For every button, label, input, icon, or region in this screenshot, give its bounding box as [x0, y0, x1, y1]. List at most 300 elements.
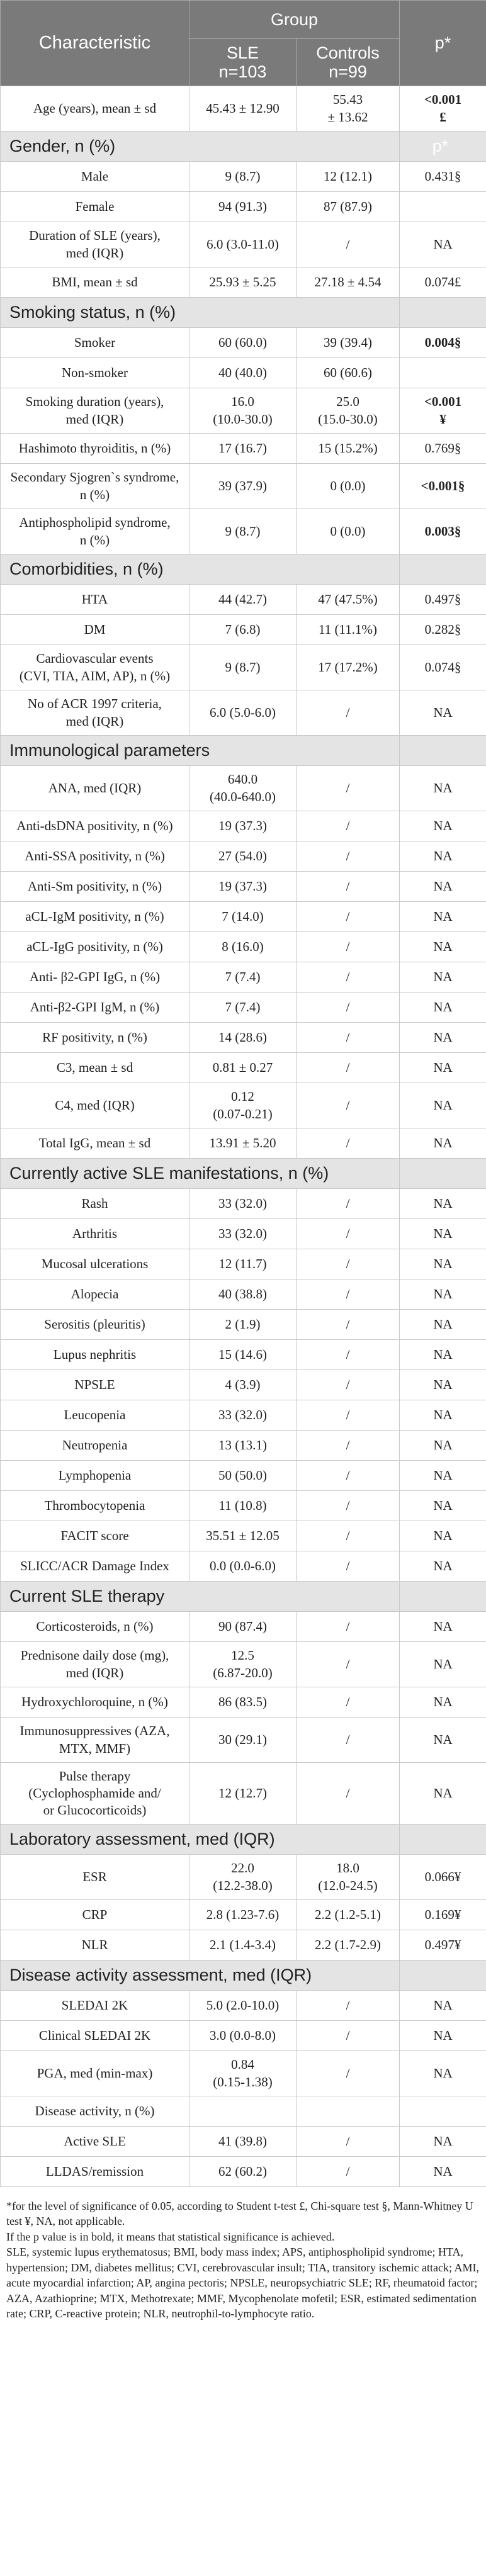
- row-label-cell: Anti- β2-GPI IgG, n (%): [1, 962, 189, 993]
- controls-value-cell: /: [297, 1083, 400, 1128]
- table-row: [1, 86, 486, 132]
- row-label-cell: Mucosal ulcerations: [1, 1249, 189, 1280]
- sle-value-cell: 11 (10.8): [189, 1491, 297, 1521]
- row-label-cell: NPSLE: [1, 1370, 189, 1400]
- row-label-cell: SLEDAI 2K: [1, 1991, 189, 2021]
- p-value-cell: NA: [400, 1023, 486, 1053]
- row-label-cell: Duration of SLE (years), med (IQR): [1, 222, 189, 267]
- p-value-cell: NA: [400, 1612, 486, 1642]
- sle-value-cell: 6.0 (3.0-11.0): [189, 222, 297, 267]
- sle-value-cell: 15 (14.6): [189, 1340, 297, 1370]
- p-value-cell: <0.001 ¥: [400, 388, 486, 434]
- table-row: [1, 434, 486, 464]
- row-label-cell: SLICC/ACR Damage Index: [1, 1551, 189, 1582]
- table-row: [1, 1219, 486, 1249]
- row-label-cell: Hydroxychloroquine, n (%): [1, 1687, 189, 1718]
- header-p-value: p*: [400, 1, 486, 86]
- row-label-cell: No of ACR 1997 criteria, med (IQR): [1, 690, 189, 736]
- table-row: [1, 388, 486, 434]
- p-value-cell: 0.431§: [400, 162, 486, 192]
- sle-value-cell: 39 (37.9): [189, 464, 297, 509]
- table-row: [1, 811, 486, 841]
- table-row: [1, 192, 486, 222]
- sle-value-cell: 35.51 ± 12.05: [189, 1521, 297, 1551]
- sle-value-cell: 4 (3.9): [189, 1370, 297, 1400]
- table-row: [1, 1687, 486, 1718]
- section-title: Gender, n (%): [1, 132, 400, 162]
- sle-value-cell: 0.84 (0.15-1.38): [189, 2051, 297, 2096]
- controls-value-cell: /: [297, 902, 400, 932]
- row-label-cell: HTA: [1, 585, 189, 615]
- table-row: [1, 962, 486, 993]
- controls-value-cell: /: [297, 690, 400, 736]
- sle-value-cell: 2 (1.9): [189, 1310, 297, 1340]
- controls-value-cell: 60 (60.6): [297, 358, 400, 388]
- p-value-cell: NA: [400, 1249, 486, 1280]
- row-label-cell: Age (years), mean ± sd: [1, 86, 189, 132]
- table-row: [1, 1521, 486, 1551]
- row-label-cell: FACIT score: [1, 1521, 189, 1551]
- header-controls: [297, 39, 400, 86]
- p-value-cell: NA: [400, 962, 486, 993]
- sle-value-cell: 16.0 (10.0-30.0): [189, 388, 297, 434]
- row-label-cell: ESR: [1, 1855, 189, 1900]
- row-label-cell: Anti-dsDNA positivity, n (%): [1, 811, 189, 841]
- row-label-cell: ANA, med (IQR): [1, 766, 189, 811]
- row-label-cell: Anti-SSA positivity, n (%): [1, 841, 189, 872]
- sle-value-cell: 19 (37.3): [189, 872, 297, 902]
- section-title: Laboratory assessment, med (IQR): [1, 1825, 400, 1855]
- p-value-cell: NA: [400, 1763, 486, 1825]
- table-row: [1, 1340, 486, 1370]
- sle-value-cell: 86 (83.5): [189, 1687, 297, 1718]
- controls-value-cell: /: [297, 2157, 400, 2187]
- table-footnotes: [0, 2187, 486, 2322]
- row-label-cell: Prednisone daily dose (mg), med (IQR): [1, 1642, 189, 1687]
- p-value-cell: NA: [400, 1053, 486, 1083]
- section-header-row: [1, 1825, 486, 1855]
- controls-value-cell: /: [297, 1551, 400, 1582]
- sle-value-cell: 12 (12.7): [189, 1763, 297, 1825]
- table-row: [1, 1718, 486, 1763]
- table-row: [1, 766, 486, 811]
- section-header-row: [1, 1960, 486, 1991]
- p-value-cell: [400, 192, 486, 222]
- section-header-row: [1, 736, 486, 766]
- section-header-row: [1, 554, 486, 585]
- row-label-cell: Secondary Sjogren`s syndrome, n (%): [1, 464, 189, 509]
- sle-value-cell: 13.91 ± 5.20: [189, 1128, 297, 1159]
- row-label-cell: Immunosuppressives (AZA, MTX, MMF): [1, 1718, 189, 1763]
- sle-value-cell: 41 (39.8): [189, 2127, 297, 2157]
- p-value-cell: NA: [400, 1370, 486, 1400]
- row-label-cell: Smoking duration (years), med (IQR): [1, 388, 189, 434]
- controls-value-cell: /: [297, 962, 400, 993]
- table-row: [1, 1400, 486, 1431]
- controls-value-cell: 15 (15.2%): [297, 434, 400, 464]
- row-label-cell: aCL-IgM positivity, n (%): [1, 902, 189, 932]
- sle-value-cell: 14 (28.6): [189, 1023, 297, 1053]
- table-row: [1, 993, 486, 1023]
- p-value-cell: 0.169¥: [400, 1900, 486, 1930]
- table-row: [1, 1083, 486, 1128]
- controls-value-cell: /: [297, 1340, 400, 1370]
- section-title: Current SLE therapy: [1, 1582, 400, 1612]
- sle-value-cell: 9 (8.7): [189, 509, 297, 554]
- section-title: Disease activity assessment, med (IQR): [1, 1960, 400, 1991]
- controls-value-cell: /: [297, 1023, 400, 1053]
- controls-value-cell: 55.43 ± 13.62: [297, 86, 400, 132]
- sle-value-cell: 13 (13.1): [189, 1431, 297, 1461]
- p-value-cell: NA: [400, 1280, 486, 1310]
- p-value-cell: NA: [400, 1128, 486, 1159]
- controls-value-cell: 2.2 (1.7-2.9): [297, 1930, 400, 1960]
- table-header: [1, 1, 486, 86]
- sle-value-cell: 33 (32.0): [189, 1400, 297, 1431]
- section-p-cell: [400, 298, 486, 328]
- header-sle-n: n=103: [218, 62, 267, 81]
- section-header-row: [1, 1582, 486, 1612]
- p-value-cell: NA: [400, 1340, 486, 1370]
- controls-value-cell: /: [297, 1763, 400, 1825]
- row-label-cell: Non-smoker: [1, 358, 189, 388]
- sle-value-cell: 17 (16.7): [189, 434, 297, 464]
- section-p-cell: [400, 1582, 486, 1612]
- controls-value-cell: /: [297, 1128, 400, 1159]
- sle-value-cell: 62 (60.2): [189, 2157, 297, 2187]
- p-value-cell: NA: [400, 1491, 486, 1521]
- p-value-cell: NA: [400, 841, 486, 872]
- table-row: [1, 222, 486, 267]
- p-value-cell: NA: [400, 993, 486, 1023]
- row-label-cell: Alopecia: [1, 1280, 189, 1310]
- sle-value-cell: 19 (37.3): [189, 811, 297, 841]
- section-p-cell: [400, 554, 486, 585]
- controls-value-cell: /: [297, 1991, 400, 2021]
- p-value-cell: 0.497¥: [400, 1930, 486, 1960]
- sle-value-cell: 6.0 (5.0-6.0): [189, 690, 297, 736]
- header-characteristic: Characteristic: [1, 1, 189, 86]
- p-value-cell: NA: [400, 1642, 486, 1687]
- controls-value-cell: /: [297, 811, 400, 841]
- row-label-cell: Antiphospholipid syndrome, n (%): [1, 509, 189, 554]
- table-row: [1, 2157, 486, 2187]
- controls-value-cell: /: [297, 1642, 400, 1687]
- controls-value-cell: [297, 2096, 400, 2127]
- p-value-cell: NA: [400, 1991, 486, 2021]
- controls-value-cell: 0 (0.0): [297, 464, 400, 509]
- table-row: [1, 1280, 486, 1310]
- row-label-cell: Total IgG, mean ± sd: [1, 1128, 189, 1159]
- table-row: [1, 872, 486, 902]
- sle-value-cell: 40 (38.8): [189, 1280, 297, 1310]
- row-label-cell: Rash: [1, 1189, 189, 1219]
- row-label-cell: Disease activity, n (%): [1, 2096, 189, 2127]
- sle-value-cell: 7 (7.4): [189, 993, 297, 1023]
- controls-value-cell: 18.0 (12.0-24.5): [297, 1855, 400, 1900]
- header-sle: [189, 39, 297, 86]
- header-controls-n: n=99: [329, 62, 367, 81]
- controls-value-cell: /: [297, 932, 400, 962]
- row-label-cell: Arthritis: [1, 1219, 189, 1249]
- sle-value-cell: 0.12 (0.07-0.21): [189, 1083, 297, 1128]
- table-row: [1, 509, 486, 554]
- table-row: [1, 1930, 486, 1960]
- row-label-cell: Lymphopenia: [1, 1461, 189, 1491]
- row-label-cell: BMI, mean ± sd: [1, 267, 189, 298]
- table-row: [1, 1900, 486, 1930]
- table-row: [1, 1612, 486, 1642]
- sle-value-cell: 44 (42.7): [189, 585, 297, 615]
- sle-value-cell: 25.93 ± 5.25: [189, 267, 297, 298]
- header-controls-label: Controls: [316, 43, 380, 62]
- row-label-cell: DM: [1, 615, 189, 645]
- table-row: [1, 1189, 486, 1219]
- p-value-cell: NA: [400, 1431, 486, 1461]
- sle-value-cell: 45.43 ± 12.90: [189, 86, 297, 132]
- section-header-row: [1, 132, 486, 162]
- controls-value-cell: /: [297, 841, 400, 872]
- p-value-cell: NA: [400, 1400, 486, 1431]
- table-row: [1, 328, 486, 358]
- controls-value-cell: /: [297, 1053, 400, 1083]
- controls-value-cell: /: [297, 1687, 400, 1718]
- header-group: Group: [189, 1, 400, 39]
- sle-value-cell: 50 (50.0): [189, 1461, 297, 1491]
- controls-value-cell: 27.18 ± 4.54: [297, 267, 400, 298]
- p-value-cell: NA: [400, 2127, 486, 2157]
- sle-value-cell: 7 (14.0): [189, 902, 297, 932]
- sle-value-cell: 2.8 (1.23-7.6): [189, 1900, 297, 1930]
- table-row: [1, 841, 486, 872]
- table-row: [1, 358, 486, 388]
- controls-value-cell: 2.2 (1.2-5.1): [297, 1900, 400, 1930]
- table-row: [1, 585, 486, 615]
- table-row: [1, 1128, 486, 1159]
- controls-value-cell: /: [297, 2021, 400, 2051]
- p-value-cell: NA: [400, 902, 486, 932]
- sle-value-cell: 12.5 (6.87-20.0): [189, 1642, 297, 1687]
- row-label-cell: Pulse therapy (Cyclophosphamide and/ or Glucocorticoids): [1, 1763, 189, 1825]
- p-value-cell: NA: [400, 1521, 486, 1551]
- p-value-cell: NA: [400, 1083, 486, 1128]
- sle-value-cell: 640.0 (40.0-640.0): [189, 766, 297, 811]
- row-label-cell: C4, med (IQR): [1, 1083, 189, 1128]
- table-row: [1, 162, 486, 192]
- table-row: [1, 1249, 486, 1280]
- table-row: [1, 615, 486, 645]
- sle-value-cell: [189, 2096, 297, 2127]
- controls-value-cell: 11 (11.1%): [297, 615, 400, 645]
- sle-value-cell: 5.0 (2.0-10.0): [189, 1991, 297, 2021]
- table-row: [1, 1023, 486, 1053]
- row-label-cell: Clinical SLEDAI 2K: [1, 2021, 189, 2051]
- table-row: [1, 902, 486, 932]
- row-label-cell: Male: [1, 162, 189, 192]
- row-label-cell: Anti-β2-GPI IgM, n (%): [1, 993, 189, 1023]
- p-value-cell: NA: [400, 1189, 486, 1219]
- controls-value-cell: 87 (87.9): [297, 192, 400, 222]
- controls-value-cell: 0 (0.0): [297, 509, 400, 554]
- p-value-cell: 0.769§: [400, 434, 486, 464]
- table-row: [1, 1370, 486, 1400]
- section-title: Immunological parameters: [1, 736, 400, 766]
- table-row: [1, 1642, 486, 1687]
- sle-value-cell: 27 (54.0): [189, 841, 297, 872]
- controls-value-cell: /: [297, 1280, 400, 1310]
- table-row: [1, 2051, 486, 2096]
- controls-value-cell: /: [297, 1310, 400, 1340]
- p-value-cell: NA: [400, 2021, 486, 2051]
- p-value-cell: [400, 2096, 486, 2127]
- sle-value-cell: 7 (7.4): [189, 962, 297, 993]
- row-label-cell: Neutropenia: [1, 1431, 189, 1461]
- p-value-cell: NA: [400, 1718, 486, 1763]
- section-title: Comorbidities, n (%): [1, 554, 400, 585]
- row-label-cell: Leucopenia: [1, 1400, 189, 1431]
- p-value-cell: NA: [400, 2051, 486, 2096]
- sle-value-cell: 40 (40.0): [189, 358, 297, 388]
- controls-value-cell: /: [297, 1718, 400, 1763]
- row-label-cell: CRP: [1, 1900, 189, 1930]
- row-label-cell: Active SLE: [1, 2127, 189, 2157]
- sle-value-cell: 90 (87.4): [189, 1612, 297, 1642]
- row-label-cell: Lupus nephritis: [1, 1340, 189, 1370]
- controls-value-cell: /: [297, 1431, 400, 1461]
- controls-value-cell: /: [297, 1400, 400, 1431]
- p-value-cell: NA: [400, 1219, 486, 1249]
- sle-value-cell: 33 (32.0): [189, 1189, 297, 1219]
- sle-value-cell: 0.0 (0.0-6.0): [189, 1551, 297, 1582]
- controls-value-cell: /: [297, 1219, 400, 1249]
- table-row: [1, 932, 486, 962]
- controls-value-cell: 17 (17.2%): [297, 645, 400, 690]
- p-value-cell: NA: [400, 1461, 486, 1491]
- controls-value-cell: /: [297, 1521, 400, 1551]
- section-p-cell: p*: [400, 132, 486, 162]
- sle-value-cell: 12 (11.7): [189, 1249, 297, 1280]
- row-label-cell: Thrombocytopenia: [1, 1491, 189, 1521]
- sle-value-cell: 3.0 (0.0-8.0): [189, 2021, 297, 2051]
- row-label-cell: Anti-Sm positivity, n (%): [1, 872, 189, 902]
- controls-value-cell: /: [297, 1189, 400, 1219]
- p-value-cell: 0.497§: [400, 585, 486, 615]
- controls-value-cell: /: [297, 1370, 400, 1400]
- section-header-row: [1, 298, 486, 328]
- footnote-text: SLE, systemic lupus erythematosus; BMI, body mass index; APS, antiphospholipid syndrome; HTA, hypertension; DM, diabetes mellitus; CVI, cerebrovascular insult; TIA, transitory ischemic attack; AMI, acute myocardial infarction; AP, angina pectoris; NPSLE, neuropsychiatric SLE; RF, rheumatoid factor; AZA, Azathioprine; MTX, Methotrexate; MMF, Mycophenolate mofetil; ESR, estimated sedimentation rate; CRP, C-reactive protein; NLR, neutrophil-to-lymphocyte ratio.: [6, 2246, 479, 2320]
- p-value-cell: 0.074§: [400, 645, 486, 690]
- table-row: [1, 1431, 486, 1461]
- section-header-row: [1, 1159, 486, 1189]
- sle-value-cell: 60 (60.0): [189, 328, 297, 358]
- table-row: [1, 1991, 486, 2021]
- header-sle-label: SLE: [226, 43, 259, 62]
- controls-value-cell: /: [297, 1249, 400, 1280]
- controls-value-cell: /: [297, 1491, 400, 1521]
- p-value-cell: 0.066¥: [400, 1855, 486, 1900]
- row-label-cell: C3, mean ± sd: [1, 1053, 189, 1083]
- sle-value-cell: 0.81 ± 0.27: [189, 1053, 297, 1083]
- p-value-cell: NA: [400, 872, 486, 902]
- table-row: [1, 1053, 486, 1083]
- p-value-cell: NA: [400, 1310, 486, 1340]
- controls-value-cell: 47 (47.5%): [297, 585, 400, 615]
- controls-value-cell: /: [297, 222, 400, 267]
- sle-value-cell: 9 (8.7): [189, 162, 297, 192]
- sle-value-cell: 30 (29.1): [189, 1718, 297, 1763]
- section-p-cell: [400, 1960, 486, 1991]
- controls-value-cell: /: [297, 766, 400, 811]
- table-body: [1, 86, 486, 2187]
- controls-value-cell: 39 (39.4): [297, 328, 400, 358]
- sle-value-cell: 22.0 (12.2-38.0): [189, 1855, 297, 1900]
- p-value-cell: NA: [400, 1687, 486, 1718]
- table-row: [1, 2021, 486, 2051]
- row-label-cell: RF positivity, n (%): [1, 1023, 189, 1053]
- table-row: [1, 1855, 486, 1900]
- p-value-cell: 0.282§: [400, 615, 486, 645]
- p-value-cell: NA: [400, 690, 486, 736]
- p-value-cell: NA: [400, 2157, 486, 2187]
- row-label-cell: Cardiovascular events (CVI, TIA, AIM, AP), n (%): [1, 645, 189, 690]
- sle-value-cell: 2.1 (1.4-3.4): [189, 1930, 297, 1960]
- table-row: [1, 267, 486, 298]
- table-row: [1, 690, 486, 736]
- section-title: Currently active SLE manifestations, n (%): [1, 1159, 400, 1189]
- controls-value-cell: 12 (12.1): [297, 162, 400, 192]
- section-p-cell: [400, 1825, 486, 1855]
- controls-value-cell: /: [297, 2051, 400, 2096]
- controls-value-cell: /: [297, 1612, 400, 1642]
- row-label-cell: aCL-IgG positivity, n (%): [1, 932, 189, 962]
- row-label-cell: PGA, med (min-max): [1, 2051, 189, 2096]
- controls-value-cell: /: [297, 993, 400, 1023]
- p-value-cell: 0.004§: [400, 328, 486, 358]
- controls-value-cell: /: [297, 2127, 400, 2157]
- row-label-cell: Serositis (pleuritis): [1, 1310, 189, 1340]
- controls-value-cell: /: [297, 1461, 400, 1491]
- table-row: [1, 1551, 486, 1582]
- table-row: [1, 1491, 486, 1521]
- p-value-cell: <0.001§: [400, 464, 486, 509]
- controls-value-cell: 25.0 (15.0-30.0): [297, 388, 400, 434]
- p-value-cell: <0.001 £: [400, 86, 486, 132]
- row-label-cell: Smoker: [1, 328, 189, 358]
- table-row: [1, 464, 486, 509]
- sle-value-cell: 94 (91.3): [189, 192, 297, 222]
- footnote-text: If the p value is in bold, it means that statistical significance is achieved.: [6, 2230, 335, 2243]
- row-label-cell: Female: [1, 192, 189, 222]
- section-p-cell: [400, 1159, 486, 1189]
- p-value-cell: [400, 358, 486, 388]
- p-value-cell: NA: [400, 222, 486, 267]
- sle-value-cell: 8 (16.0): [189, 932, 297, 962]
- section-title: Smoking status, n (%): [1, 298, 400, 328]
- table-row: [1, 645, 486, 690]
- p-value-cell: NA: [400, 766, 486, 811]
- footnote-text: *for the level of significance of 0.05, according to Student t-test £, Chi-square test §, Mann-Whitney U test ¥, NA, not applicable.: [6, 2200, 473, 2228]
- table-row: [1, 1461, 486, 1491]
- table-row: [1, 1763, 486, 1825]
- p-value-cell: NA: [400, 811, 486, 841]
- p-value-cell: 0.074£: [400, 267, 486, 298]
- row-label-cell: Hashimoto thyroiditis, n (%): [1, 434, 189, 464]
- row-label-cell: LLDAS/remission: [1, 2157, 189, 2187]
- p-value-cell: NA: [400, 1551, 486, 1582]
- controls-value-cell: /: [297, 872, 400, 902]
- sle-value-cell: 9 (8.7): [189, 645, 297, 690]
- p-value-cell: NA: [400, 932, 486, 962]
